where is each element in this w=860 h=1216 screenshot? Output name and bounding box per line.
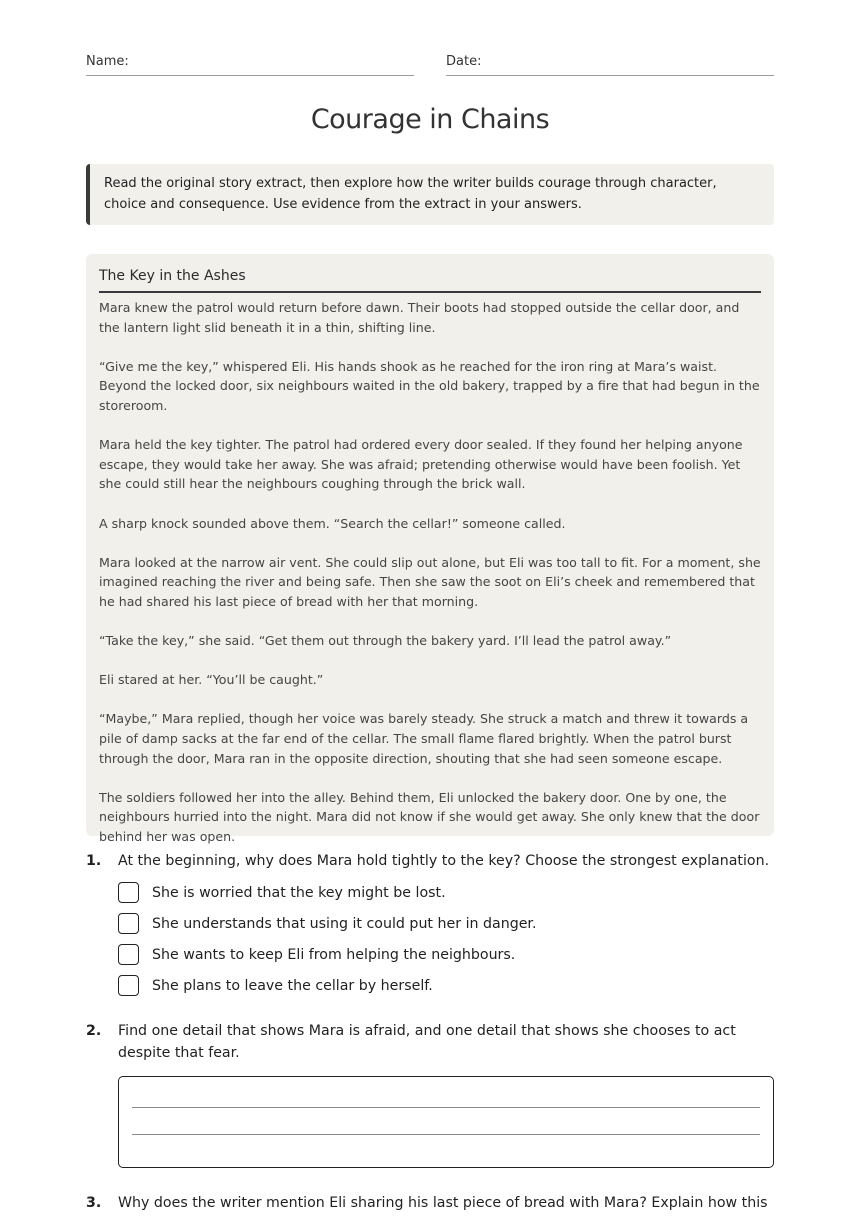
story-paragraph: Mara looked at the narrow air vent. She could slip out alone, but Eli was too tall to fit. For a moment, she imagined reaching the river and being safe. Then she saw the soot on Eli’s cheek and remembered that he had shared his last piece of bread with her that morning. <box>99 554 761 609</box>
option-label: She understands that using it could put her in danger. <box>152 916 537 932</box>
name-field[interactable] <box>86 52 414 76</box>
question-3 <box>86 1192 774 1216</box>
option-c[interactable] <box>118 944 718 968</box>
option-d[interactable] <box>118 975 718 999</box>
story-extract <box>86 254 774 845</box>
worksheet-title: Courage in Chains <box>310 104 550 135</box>
date-field[interactable] <box>446 52 774 76</box>
question-number: 2. <box>86 1023 102 1039</box>
name-date-row <box>86 52 774 76</box>
option-a[interactable] <box>118 882 718 906</box>
question-text: At the beginning, why does Mara hold tightly to the key? Choose the strongest explanation. <box>118 853 770 869</box>
question-number: 1. <box>86 853 102 869</box>
question-text: Find one detail that shows Mara is afraid, and one detail that shows she chooses to act despite that fear. <box>118 1023 736 1061</box>
answer-box-q2[interactable] <box>118 1076 774 1168</box>
question-text: Why does the writer mention Eli sharing his last piece of bread with Mara? Explain how this <box>118 1195 768 1211</box>
option-label: She plans to leave the cellar by herself. <box>152 978 433 994</box>
question-1 <box>86 850 774 1000</box>
option-label: She wants to keep Eli from helping the neighbours. <box>152 947 516 963</box>
option-checkbox[interactable] <box>118 882 139 903</box>
question-number: 3. <box>86 1195 102 1211</box>
option-label: She is worried that the key might be lost. <box>152 885 446 901</box>
story-paragraph: Eli stared at her. “You’ll be caught.” <box>99 672 324 688</box>
option-checkbox[interactable] <box>118 975 139 996</box>
date-label: Date: <box>446 54 482 69</box>
option-checkbox[interactable] <box>118 913 139 934</box>
story-paragraph: “Maybe,” Mara replied, though her voice was barely steady. She struck a match and threw it towards a pile of damp sacks at the far end of the cellar. The small flame flared brightly. When the patrol burst through the door, Mara ran in the opposite direction, shouting that she had seen someone escape. <box>99 711 749 766</box>
instructions-box: Read the original story extract, then explore how the writer builds courage through character, choice and consequence. Use evidence from the extract in your answers. <box>86 164 774 225</box>
story-paragraph: A sharp knock sounded above them. “Search the cellar!” someone called. <box>99 515 566 531</box>
story-paragraph: The soldiers followed her into the alley. Behind them, Eli unlocked the bakery door. One by one, the neighbours hurried into the night. Mara did not know if she would get away. She only knew that the door behind her was open. <box>99 789 760 845</box>
story-paragraph: “Give me the key,” whispered Eli. His hands shook as he reached for the iron ring at Mara’s waist. Beyond the locked door, six neighbours waited in the old bakery, trapped by a fire that had begun in the storeroom. <box>99 358 760 413</box>
story-paragraph: “Take the key,” she said. “Get them out through the bakery yard. I’ll lead the patrol away.” <box>99 633 672 649</box>
story-title: The Key in the Ashes <box>99 266 761 293</box>
option-b[interactable] <box>118 913 718 937</box>
option-checkbox[interactable] <box>118 944 139 965</box>
answer-line <box>132 1107 760 1108</box>
story-paragraph: Mara knew the patrol would return before dawn. Their boots had stopped outside the cellar door, and the lantern light slid beneath it in a thin, shifting line. <box>99 300 740 335</box>
story-paragraph: Mara held the key tighter. The patrol had ordered every door sealed. If they found her helping anyone escape, they would take her away. She was afraid; pretending otherwise would have been foolish. Yet she could still hear the neighbours coughing through the brick wall. <box>99 437 743 492</box>
answer-line <box>132 1134 760 1135</box>
name-label: Name: <box>86 54 129 69</box>
question-2 <box>86 1020 774 1070</box>
